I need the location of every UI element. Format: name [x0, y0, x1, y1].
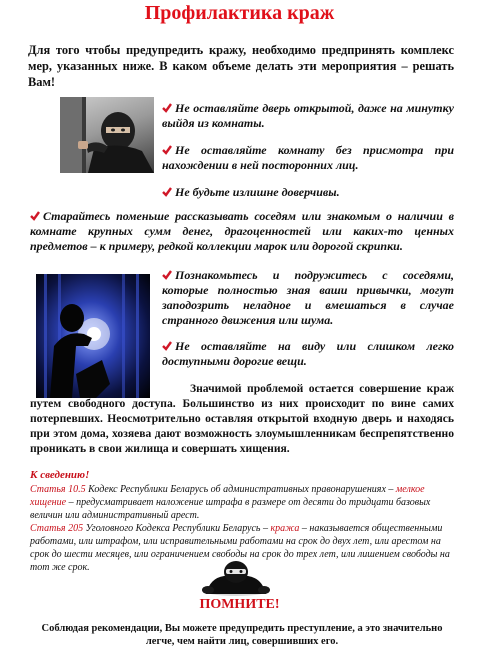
list-item: Не оставляйте дверь открытой, даже на минутку выйдя из комнаты. — [162, 101, 454, 130]
remember-heading: ПОМНИТЕ! — [199, 597, 280, 612]
page-title: Профилактика краж — [144, 2, 335, 24]
list-item: Не оставляйте на виду или слишком легко доступными дорогие вещи. — [162, 339, 454, 368]
list-item: Старайтесь поменьше рассказывать соседям или знакомым о наличии в комнате крупных сумм денег, драгоценностей или каких-то ценных предметов – к примеру, редкой коллекции марок или дорогой скрипки. — [30, 209, 454, 253]
thief-icon — [200, 560, 272, 596]
main-paragraph: Значимой проблемой остается совершение краж путем свободного доступа. Большинство из них происходит по вине самих потерпевших. Неосмотрительно оставляя открытой входную дверь и находясь при этом дома, хозяева дают возможность злоумышленникам беспрепятственно проникать в свои жилища и совершать хищения. — [30, 382, 454, 455]
notice-heading: К сведению! — [30, 469, 90, 481]
burglar-flashlight-image — [36, 274, 150, 398]
check-icon — [162, 103, 172, 113]
final-note: Соблюдая рекомендации, Вы можете предупредить преступление, а это значительно легче, чем найти лиц, совершивших его. — [41, 623, 443, 647]
burglar-door-image — [60, 97, 154, 173]
list-item: Познакомьтесь и подружитесь с соседями, которые полностью зная ваши привычки, могут заподозрить неладное и вмешаться в случае странного движения или шума. — [162, 268, 454, 327]
intro-text: Для того чтобы предупредить кражу, необходимо предпринять комплекс мер, указанных ниже. В каком объеме делать эти мероприятия – решать Вам! — [28, 43, 454, 89]
check-icon — [30, 211, 40, 221]
law-article-205: Статья 205 Уголовного Кодекса Республики Беларусь – кража – наказывается общественными работами, или штрафом, или исправительными работами на срок до двух лет, или арестом на срок до шести месяцев, или ограничением свободы на срок до трех лет, или лишением свободы на тот же срок. — [30, 523, 450, 573]
law-term: кража — [270, 523, 300, 534]
law-article-number: Статья 205 — [30, 523, 84, 534]
law-article-number: Статья 10.5 — [30, 484, 86, 495]
check-icon — [162, 270, 172, 280]
law-article-10-5: Статья 10.5 Кодекс Республики Беларусь об административных правонарушениях – мелкое хищение – предусматривает наложение штрафа в размере от десяти до тридцати базовых величин или административный арест. — [30, 484, 431, 521]
check-icon — [162, 341, 172, 351]
list-item: Не будьте излишне доверчивы. — [162, 185, 454, 200]
list-item: Не оставляйте комнату без присмотра при нахождении в ней посторонних лиц. — [162, 143, 454, 172]
check-icon — [162, 187, 172, 197]
check-icon — [162, 145, 172, 155]
law-term: мелкое хищение — [30, 484, 425, 508]
